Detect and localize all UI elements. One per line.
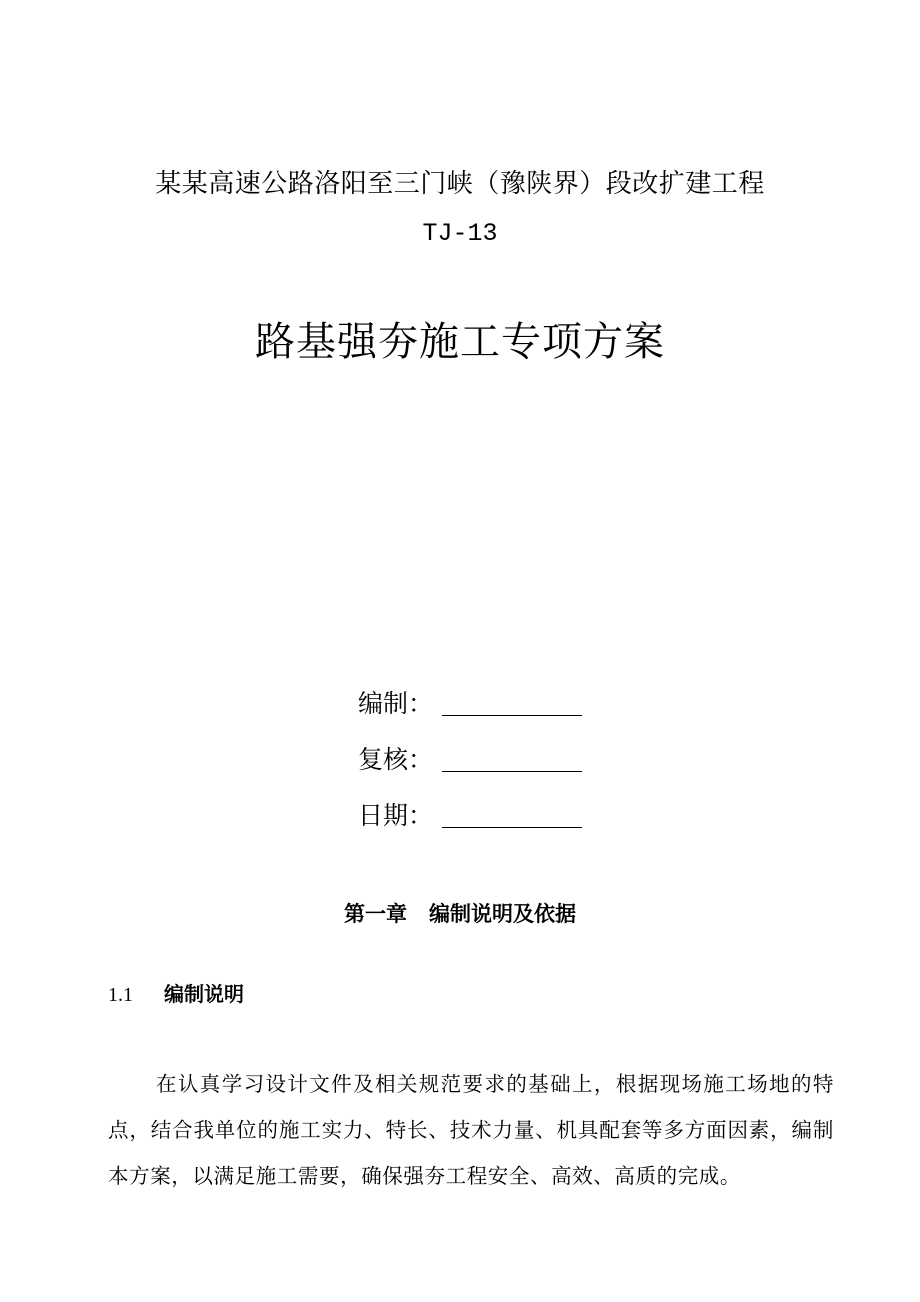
body-paragraph: 在认真学习设计文件及相关规范要求的基础上，根据现场施工场地的特点，结合我单位的施工实力、特长、技术力量、机具配套等多方面因素，编制本方案，以满足施工需要，确保强夯工程安全、高效、高质的完成。 (108, 1071, 834, 1188)
chapter-heading (0, 896, 920, 932)
chapter-prefix: 第一章 (344, 902, 407, 926)
document-title: 路基强夯施工专项方案 (255, 319, 665, 365)
section-code: TJ-13 (422, 219, 498, 248)
signature-row-reviewed (358, 726, 598, 780)
section-number: 1.1 (108, 984, 133, 1006)
reviewed-label: 复核： (358, 745, 434, 774)
signature-row-date (358, 782, 598, 836)
signature-block (358, 670, 598, 838)
section-title: 编制说明 (164, 982, 244, 1006)
compiled-label: 编制： (358, 689, 434, 718)
compiled-blank-line (442, 681, 582, 716)
chapter-title: 编制说明及依据 (429, 902, 576, 926)
section-heading (108, 976, 244, 1013)
reviewed-blank-line (442, 737, 582, 772)
signature-row-compiled (358, 670, 598, 724)
project-title: 某某高速公路洛阳至三门峡（豫陕界）段改扩建工程 (155, 169, 765, 199)
date-label: 日期： (358, 801, 434, 830)
date-blank-line (442, 793, 582, 828)
